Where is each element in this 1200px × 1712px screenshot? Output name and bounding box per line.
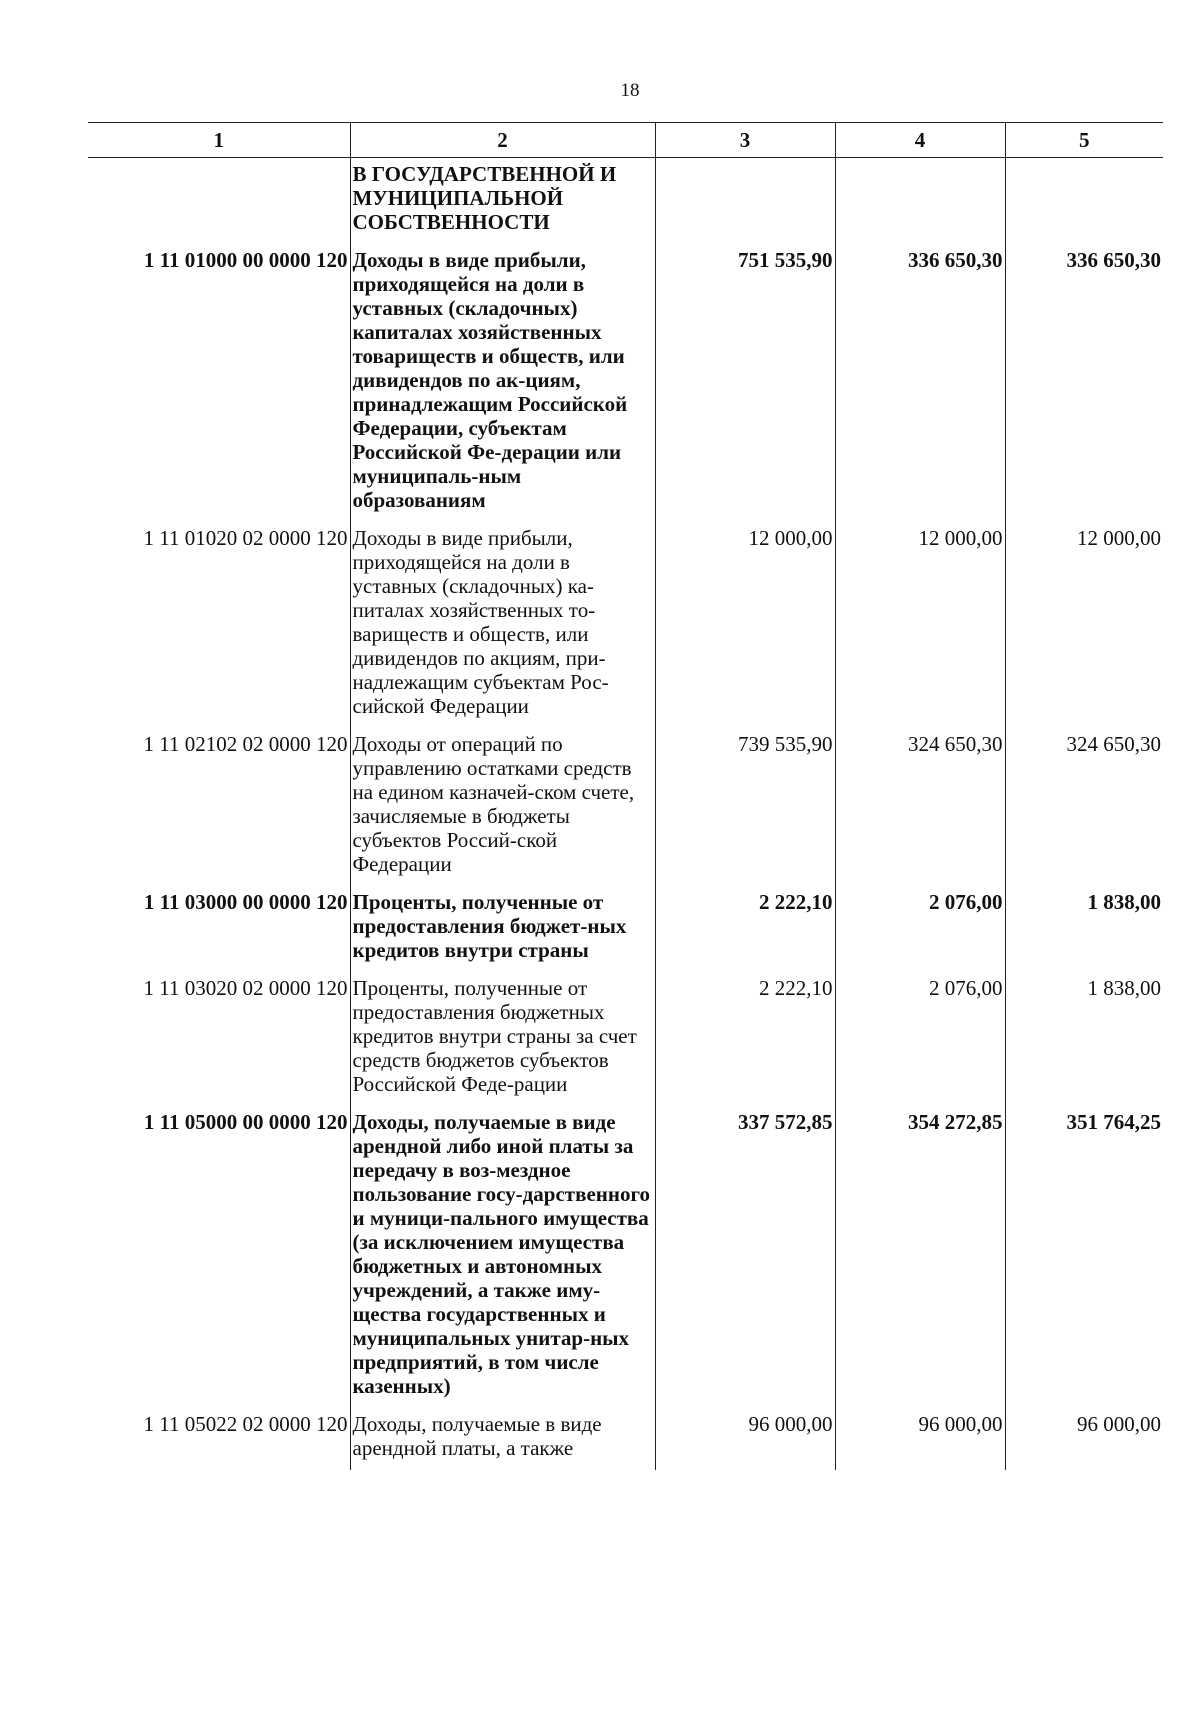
- budget-code-cell: 1 11 02102 02 0000 120: [143, 732, 348, 756]
- amount-col-4-cell: [835, 158, 1005, 245]
- table-row: [88, 1408, 1163, 1470]
- amount-col-3-cell: 2 222,10: [655, 886, 835, 972]
- amount-col-5-cell: 1 838,00: [1005, 886, 1163, 972]
- amount-col-4-cell: 2 076,00: [835, 972, 1005, 1106]
- amount-col-3-cell: [655, 158, 835, 245]
- amount-col-3-cell: 2 222,10: [655, 972, 835, 1106]
- table-row: [88, 728, 1163, 886]
- budget-code-cell: 1 11 03020 02 0000 120: [143, 976, 348, 1000]
- amount-col-3-cell: 337 572,85: [655, 1106, 835, 1408]
- table-body: [88, 158, 1163, 1471]
- revenue-name-cell: Доходы, получаемые в виде арендной платы, а также: [350, 1408, 655, 1470]
- budget-code-cell: [88, 158, 350, 245]
- amount-col-3-cell: 751 535,90: [655, 244, 835, 522]
- table-row: [88, 886, 1163, 972]
- revenue-name-cell: Доходы в виде прибыли, приходящейся на доли в уставных (складочных) капиталах хозяйственных товариществ и обществ, или дивидендов по ак-циям, принадлежащим Российской Федерации, субъектам Российской Фе-дерации или муниципаль-ным образованиям: [350, 244, 655, 522]
- amount-col-5-cell: 12 000,00: [1005, 522, 1163, 728]
- revenue-name-cell: Доходы в виде прибыли, приходящейся на доли в уставных (складочных) ка-питалах хозяйственных то-вариществ и обществ, или дивидендов по акциям, при-надлежащим субъектам Рос-сийской Федерации: [350, 522, 655, 728]
- header-col-2: 2: [350, 123, 655, 158]
- amount-col-5-cell: 96 000,00: [1005, 1408, 1163, 1470]
- revenue-name-cell: В ГОСУДАРСТВЕННОЙ И МУНИЦИПАЛЬНОЙ СОБСТВЕННОСТИ: [350, 158, 655, 245]
- amount-col-4-cell: 12 000,00: [835, 522, 1005, 728]
- amount-col-4-cell: 2 076,00: [835, 886, 1005, 972]
- amount-col-4-cell: 96 000,00: [835, 1408, 1005, 1470]
- amount-col-5-cell: [1005, 158, 1163, 245]
- amount-col-3-cell: 739 535,90: [655, 728, 835, 886]
- budget-code-cell: 1 11 05022 02 0000 120: [143, 1412, 348, 1436]
- budget-revenue-table: [88, 122, 1163, 1470]
- amount-col-3-cell: 96 000,00: [655, 1408, 835, 1470]
- header-col-1: 1: [88, 123, 350, 158]
- amount-col-4-cell: 324 650,30: [835, 728, 1005, 886]
- table-row: [88, 1106, 1163, 1408]
- revenue-name-cell: Проценты, полученные от предоставления бюджетных кредитов внутри страны за счет средств бюджетов субъектов Российской Феде-рации: [350, 972, 655, 1106]
- amount-col-4-cell: 336 650,30: [835, 244, 1005, 522]
- revenue-name-cell: Доходы от операций по управлению остатками средств на едином казначей-ском счете, зачисляемые в бюджеты субъектов Россий-ской Федерации: [350, 728, 655, 886]
- revenue-name-cell: Доходы, получаемые в виде арендной либо иной платы за передачу в воз-мездное пользование госу-дарственного и муници-пального имущества (за исключением имущества бюджетных и автономных учреждений, а также иму-щества государственных и муниципальных унитар-ных предприятий, в том числе казенных): [350, 1106, 655, 1408]
- amount-col-5-cell: 351 764,25: [1005, 1106, 1163, 1408]
- budget-code-cell: 1 11 05000 00 0000 120: [143, 1110, 348, 1134]
- header-col-5: 5: [1005, 123, 1163, 158]
- table-row: [88, 972, 1163, 1106]
- amount-col-5-cell: 324 650,30: [1005, 728, 1163, 886]
- budget-code-cell: 1 11 01000 00 0000 120: [143, 248, 348, 272]
- amount-col-4-cell: 354 272,85: [835, 1106, 1005, 1408]
- table-row: [88, 244, 1163, 522]
- page-number: 18: [620, 80, 640, 101]
- amount-col-5-cell: 336 650,30: [1005, 244, 1163, 522]
- budget-code-cell: 1 11 03000 00 0000 120: [143, 890, 348, 914]
- amount-col-3-cell: 12 000,00: [655, 522, 835, 728]
- header-col-3: 3: [655, 123, 835, 158]
- budget-code-cell: 1 11 01020 02 0000 120: [143, 526, 348, 550]
- revenue-name-cell: Проценты, полученные от предоставления бюджет-ных кредитов внутри страны: [350, 886, 655, 972]
- table-header-row: [88, 123, 1163, 158]
- amount-col-5-cell: 1 838,00: [1005, 972, 1163, 1106]
- header-col-4: 4: [835, 123, 1005, 158]
- table-row: [88, 158, 1163, 245]
- table-row: [88, 522, 1163, 728]
